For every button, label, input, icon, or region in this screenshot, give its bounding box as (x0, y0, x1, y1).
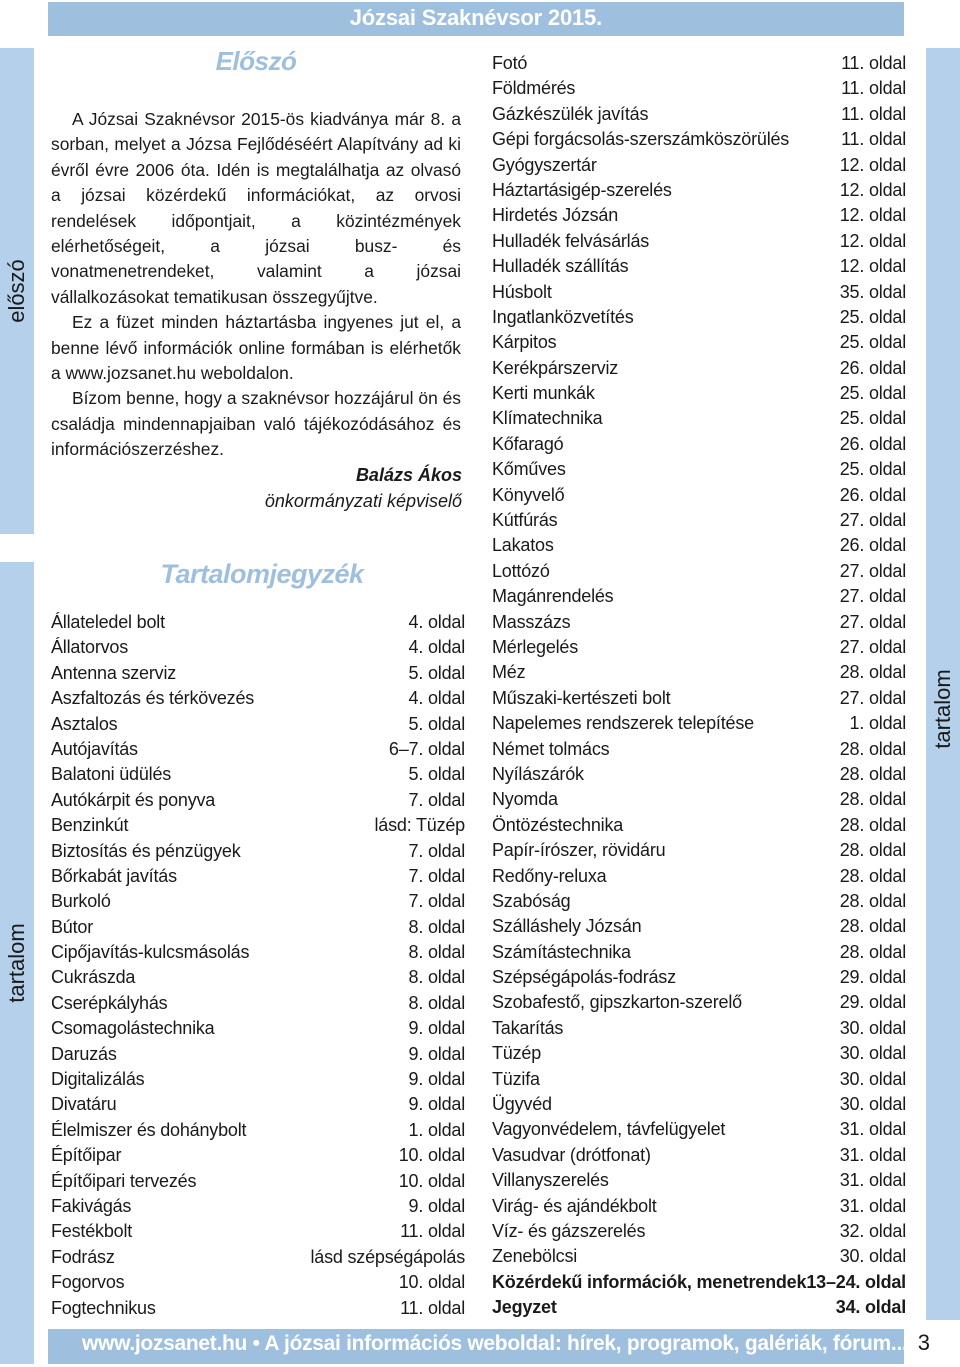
toc-entry-page: 7. oldal (408, 789, 465, 810)
toc-entry-page: 11. oldal (400, 1297, 465, 1318)
toc-entry-page: 28. oldal (839, 814, 906, 835)
toc-entry-name: Könyvelő (492, 484, 565, 505)
toc-entry-page: 32. oldal (839, 1220, 906, 1241)
toc-row (51, 661, 465, 686)
toc-entry-name: Redőny-reluxa (492, 865, 607, 886)
toc-row (51, 737, 465, 762)
toc-entry-page: 29. oldal (839, 967, 906, 988)
toc-entry-name: Mérlegelés (492, 636, 579, 657)
toc-entry-page: 13–24. oldal (806, 1271, 906, 1292)
toc-row (492, 1270, 906, 1295)
toc-row (51, 1219, 465, 1244)
toc-row (492, 1219, 906, 1244)
toc-entry-page: 26. oldal (839, 357, 906, 378)
toc-row (51, 965, 465, 990)
toc-row (492, 76, 906, 101)
toc-row (492, 610, 906, 635)
toc-entry-page: 28. oldal (839, 662, 906, 683)
toc-row (492, 1041, 906, 1066)
toc-row (492, 533, 906, 558)
toc-row (492, 178, 906, 203)
toc-entry-page: 1. oldal (849, 713, 906, 734)
side-tab-foreword (0, 48, 34, 534)
toc-row (492, 838, 906, 863)
toc-row (492, 1143, 906, 1168)
toc-entry-page: 28. oldal (839, 840, 906, 861)
toc-row (51, 864, 465, 889)
toc-entry-name: Nyomda (492, 789, 558, 810)
toc-entry-page: 12. oldal (839, 154, 906, 175)
toc-entry-name: Tüzifa (492, 1068, 540, 1089)
toc-entry-name: Szabóság (492, 890, 571, 911)
foreword-paragraph: A Józsai Szaknévsor 2015-ös kiadványa már 8. a sorban, melyet a Józsa Fejlődéséért Alapítvány ad ki évről évre 2006 óta. Idén is megtalálhatja az olvasó a józsai közérdekű információkat, az orvosi rendelések időpontjait, a közintézmények elérhetőségeit, a józsai busz- és vonatmenetrendeket, valamint a józsai vállalkozásokat tematikusan összegyűjtve. (51, 109, 461, 307)
toc-row (492, 280, 906, 305)
toc-entry-page: 6–7. oldal (388, 738, 465, 759)
toc-row (51, 788, 465, 813)
toc-entry-name: Cukrászda (51, 967, 136, 988)
toc-entry-name: Víz- és gázszerelés (492, 1220, 646, 1241)
toc-row (51, 610, 465, 635)
toc-entry-page: lásd: Tüzép (374, 815, 465, 836)
toc-entry-name: Szobafestő, gipszkarton-szerelő (492, 992, 742, 1013)
toc-entry-page: 34. oldal (835, 1297, 906, 1318)
page-number: 3 (917, 1330, 930, 1355)
toc-entry-name: Húsbolt (492, 281, 552, 302)
toc-entry-name: Szépségápolás-fodrász (492, 967, 676, 988)
toc-entry-page: 27. oldal (839, 586, 906, 607)
toc-row (51, 762, 465, 787)
toc-entry-page: 9. oldal (408, 1069, 465, 1090)
toc-entry-page: 5. oldal (408, 764, 465, 785)
toc-entry-page: 9. oldal (408, 1094, 465, 1115)
toc-row (492, 813, 906, 838)
toc-entry-name: Ingatlanközvetítés (492, 306, 634, 327)
toc-row (51, 991, 465, 1016)
side-tab-contents-left (0, 562, 34, 1364)
toc-row (51, 1092, 465, 1117)
toc-row (492, 584, 906, 609)
toc-row (492, 432, 906, 457)
footer-bar (48, 1329, 908, 1364)
toc-row (51, 635, 465, 660)
toc-entry-page: 7. oldal (408, 891, 465, 912)
toc-entry-page: 8. oldal (408, 916, 465, 937)
toc-entry-name: Öntözéstechnika (492, 814, 624, 835)
toc-row (51, 1270, 465, 1295)
toc-entry-name: Kőfaragó (492, 433, 564, 454)
toc-row (492, 102, 906, 127)
toc-entry-page: 26. oldal (839, 484, 906, 505)
toc-entry-page: 12. oldal (839, 179, 906, 200)
toc-entry-name: Állatorvos (51, 637, 129, 658)
toc-row (51, 1245, 465, 1270)
toc-entry-page: 12. oldal (839, 230, 906, 251)
toc-column-left (51, 610, 465, 1321)
foreword-paragraph: Bízom benne, hogy a szaknévsor hozzájárul ön és családja mindennapjaiban való tájékozódásához és információszerzéshez. (51, 388, 461, 460)
toc-entry-name: Vagyonvédelem, távfelügyelet (492, 1119, 726, 1140)
toc-row (51, 889, 465, 914)
toc-entry-name: Benzinkút (51, 815, 129, 836)
toc-row (492, 254, 906, 279)
toc-row (51, 1296, 465, 1321)
toc-row (492, 356, 906, 381)
toc-entry-name: Autókárpit és ponyva (51, 789, 216, 810)
toc-entry-name: Divatáru (51, 1094, 117, 1115)
toc-entry-name: Fakivágás (51, 1195, 132, 1216)
toc-row (492, 889, 906, 914)
toc-entry-page: 28. oldal (839, 941, 906, 962)
toc-entry-name: Tüzép (492, 1043, 542, 1064)
toc-row (492, 305, 906, 330)
toc-row (492, 508, 906, 533)
toc-entry-page: 25. oldal (839, 408, 906, 429)
toc-entry-page: 27. oldal (839, 636, 906, 657)
toc-entry-name: Földmérés (492, 78, 576, 99)
toc-entry-page: 11. oldal (841, 53, 906, 73)
toc-entry-name: Papír-írószer, rövidáru (492, 840, 666, 861)
toc-row (492, 381, 906, 406)
toc-row (492, 914, 906, 939)
toc-entry-page: 9. oldal (408, 1018, 465, 1039)
toc-entry-name: Gázkészülék javítás (492, 103, 649, 124)
toc-entry-name: Fogtechnikus (51, 1297, 156, 1318)
toc-entry-name: Virág- és ajándékbolt (492, 1195, 657, 1216)
toc-entry-name: Gépi forgácsolás-szerszámköszörülés (492, 129, 790, 150)
toc-entry-name: Hirdetés Józsán (492, 205, 619, 226)
toc-row (492, 787, 906, 812)
toc-entry-page: 28. oldal (839, 890, 906, 911)
toc-entry-page: 8. oldal (408, 967, 465, 988)
signature-role: önkormányzati képviselő (264, 491, 462, 511)
toc-row (51, 940, 465, 965)
toc-row (51, 1067, 465, 1092)
foreword-title: Előszó (215, 46, 297, 76)
foreword-paragraph: Ez a füzet minden háztartásba ingyenes jut el, a benne lévő információk online formában is elérhetők a www.jozsanet.hu weboldalon. (51, 312, 461, 384)
header-bar (48, 2, 904, 36)
toc-row (492, 229, 906, 254)
toc-entry-name: Szálláshely Józsán (492, 916, 642, 937)
toc-entry-name: Fotó (492, 53, 528, 73)
toc-entry-name: Villanyszerelés (492, 1170, 609, 1191)
toc-entry-page: 30. oldal (839, 1094, 906, 1115)
toc-entry-page: 4. oldal (408, 612, 465, 632)
toc-entry-name: Hulladék felvásárlás (492, 230, 650, 251)
toc-entry-page: 4. oldal (408, 688, 465, 709)
toc-entry-name: Aszfaltozás és térkövezés (51, 688, 255, 709)
toc-row (492, 762, 906, 787)
toc-row (492, 737, 906, 762)
toc-entry-page: 28. oldal (839, 763, 906, 784)
foreword-text (51, 107, 461, 463)
toc-row (492, 1092, 906, 1117)
toc-entry-name: Építőipar (51, 1145, 122, 1166)
toc-entry-page: 29. oldal (839, 992, 906, 1013)
toc-entry-name: Német tolmács (492, 738, 610, 759)
toc-row (51, 1016, 465, 1041)
toc-entry-name: Asztalos (51, 713, 118, 734)
toc-entry-page: 27. oldal (839, 560, 906, 581)
toc-entry-page: 10. oldal (398, 1170, 465, 1191)
toc-row (51, 1042, 465, 1067)
toc-entry-page: 25. oldal (839, 332, 906, 353)
toc-entry-page: 10. oldal (398, 1272, 465, 1293)
toc-entry-page: 31. oldal (839, 1144, 906, 1165)
toc-entry-page: 4. oldal (408, 637, 465, 658)
toc-row (51, 839, 465, 864)
toc-row (492, 1168, 906, 1193)
toc-entry-name: Bútor (51, 916, 94, 937)
toc-row (51, 915, 465, 940)
toc-entry-name: Számítástechnika (492, 941, 631, 962)
toc-entry-page: lásd szépségápolás (310, 1246, 465, 1267)
toc-row (492, 559, 906, 584)
toc-entry-name: Digitalizálás (51, 1069, 145, 1090)
toc-row (492, 965, 906, 990)
toc-entry-page: 5. oldal (408, 713, 465, 734)
toc-entry-name: Cserépkályhás (51, 992, 168, 1013)
toc-entry-name: Fodrász (51, 1246, 115, 1267)
toc-row (492, 330, 906, 355)
toc-entry-name: Közérdekű információk, menetrendek (492, 1271, 807, 1292)
toc-entry-name: Építőipari tervezés (51, 1170, 197, 1191)
toc-entry-name: Háztartásigép-szerelés (492, 179, 672, 200)
toc-entry-page: 31. oldal (839, 1119, 906, 1140)
toc-entry-page: 26. oldal (839, 535, 906, 556)
toc-entry-page: 31. oldal (839, 1195, 906, 1216)
toc-entry-name: Biztosítás és pénzügyek (51, 840, 241, 861)
toc-entry-name: Autójavítás (51, 738, 138, 759)
toc-row (492, 51, 906, 76)
toc-entry-name: Hulladék szállítás (492, 256, 629, 277)
toc-row (51, 1169, 465, 1194)
toc-entry-page: 35. oldal (839, 281, 906, 302)
toc-entry-page: 10. oldal (398, 1145, 465, 1166)
toc-entry-name: Kárpitos (492, 332, 557, 353)
toc-entry-name: Napelemes rendszerek telepítése (492, 713, 754, 734)
toc-entry-name: Kerti munkák (492, 383, 595, 404)
toc-row (492, 127, 906, 152)
toc-entry-page: 12. oldal (839, 205, 906, 226)
toc-entry-name: Magánrendelés (492, 586, 614, 607)
toc-entry-page: 7. oldal (408, 865, 465, 886)
toc-row (492, 864, 906, 889)
toc-entry-name: Klímatechnika (492, 408, 603, 429)
toc-row (492, 686, 906, 711)
toc-entry-page: 8. oldal (408, 992, 465, 1013)
toc-entry-page: 5. oldal (408, 662, 465, 683)
toc-row (51, 1143, 465, 1168)
toc-entry-name: Méz (492, 662, 526, 683)
toc-entry-page: 28. oldal (839, 738, 906, 759)
toc-entry-page: 25. oldal (839, 383, 906, 404)
signature (265, 462, 462, 514)
side-tab-label: tartalom (4, 923, 29, 1003)
header-title: Józsai Szaknévsor 2015. (349, 5, 602, 30)
toc-row (51, 712, 465, 737)
toc-entry-page: 9. oldal (408, 1043, 465, 1064)
toc-entry-name: Balatoni üdülés (51, 764, 172, 785)
toc-entry-name: Zenebölcsi (492, 1246, 578, 1267)
toc-entry-page: 12. oldal (839, 256, 906, 277)
toc-row (492, 1067, 906, 1092)
toc-entry-page: 31. oldal (839, 1170, 906, 1191)
toc-entry-name: Kerékpárszerviz (492, 357, 619, 378)
toc-entry-page: 9. oldal (408, 1195, 465, 1216)
toc-title: Tartalomjegyzék (160, 559, 364, 589)
toc-entry-page: 11. oldal (841, 129, 906, 150)
toc-entry-name: Masszázs (492, 611, 571, 632)
toc-entry-name: Fogorvos (51, 1272, 125, 1293)
toc-entry-name: Festékbolt (51, 1221, 133, 1242)
toc-entry-page: 11. oldal (400, 1221, 465, 1242)
toc-entry-page: 7. oldal (408, 840, 465, 861)
toc-entry-name: Gyógyszertár (492, 154, 597, 175)
toc-entry-name: Kőműves (492, 459, 566, 480)
toc-entry-name: Műszaki-kertészeti bolt (492, 687, 671, 708)
side-tab-contents-right (926, 48, 960, 1320)
toc-row (492, 153, 906, 178)
toc-row (492, 990, 906, 1015)
toc-row (492, 406, 906, 431)
side-tab-label: tartalom (930, 669, 955, 750)
toc-row (492, 203, 906, 228)
toc-entry-name: Csomagolástechnika (51, 1018, 215, 1039)
toc-entry-name: Lottózó (492, 560, 550, 581)
footer-text: www.jozsanet.hu • A józsai információs weboldal: hírek, programok, galériák, fórum... (82, 1332, 908, 1355)
toc-row (492, 1194, 906, 1219)
toc-entry-page: 25. oldal (839, 459, 906, 480)
toc-entry-name: Burkoló (51, 891, 111, 912)
toc-entry-page: 27. oldal (839, 611, 906, 632)
toc-row (492, 457, 906, 482)
toc-entry-name: Nyílászárók (492, 763, 584, 784)
toc-entry-page: 30. oldal (839, 1043, 906, 1064)
toc-entry-name: Lakatos (492, 535, 554, 556)
toc-row (51, 813, 465, 838)
toc-row (51, 686, 465, 711)
toc-entry-page: 30. oldal (839, 1017, 906, 1038)
toc-row (492, 711, 906, 736)
toc-row (492, 1016, 906, 1041)
toc-entry-name: Daruzás (51, 1043, 117, 1064)
toc-row (51, 1118, 465, 1143)
toc-entry-page: 28. oldal (839, 865, 906, 886)
toc-entry-page: 28. oldal (839, 789, 906, 810)
toc-entry-name: Ügyvéd (492, 1094, 552, 1115)
toc-entry-name: Vasudvar (drótfonat) (492, 1144, 651, 1165)
toc-entry-page: 8. oldal (408, 942, 465, 963)
toc-entry-name: Kútfúrás (492, 510, 558, 531)
side-tab-label: előszó (4, 259, 29, 323)
toc-row (492, 660, 906, 685)
toc-row (492, 940, 906, 965)
toc-entry-page: 11. oldal (841, 78, 906, 99)
toc-row (492, 1244, 906, 1269)
toc-entry-page: 1. oldal (408, 1119, 465, 1140)
toc-entry-name: Cipőjavítás-kulcsmásolás (51, 942, 250, 963)
toc-entry-page: 27. oldal (839, 687, 906, 708)
toc-entry-page: 30. oldal (839, 1246, 906, 1267)
toc-entry-page: 27. oldal (839, 510, 906, 531)
toc-entry-page: 11. oldal (841, 103, 906, 124)
toc-column-right (492, 51, 906, 1321)
toc-row (492, 1295, 906, 1320)
toc-entry-name: Takarítás (492, 1017, 564, 1038)
toc-entry-page: 26. oldal (839, 433, 906, 454)
toc-entry-page: 25. oldal (839, 306, 906, 327)
toc-row (492, 483, 906, 508)
signature-name: Balázs Ákos (355, 465, 462, 485)
toc-row (492, 635, 906, 660)
toc-entry-page: 30. oldal (839, 1068, 906, 1089)
toc-entry-name: Élelmiszer és dohánybolt (51, 1119, 247, 1140)
toc-entry-name: Antenna szerviz (51, 662, 177, 683)
toc-entry-name: Állateledel bolt (51, 612, 165, 632)
toc-entry-name: Jegyzet (492, 1297, 557, 1318)
toc-entry-name: Bőrkabát javítás (51, 865, 177, 886)
toc-row (492, 1117, 906, 1142)
toc-entry-page: 28. oldal (839, 916, 906, 937)
toc-row (51, 1194, 465, 1219)
